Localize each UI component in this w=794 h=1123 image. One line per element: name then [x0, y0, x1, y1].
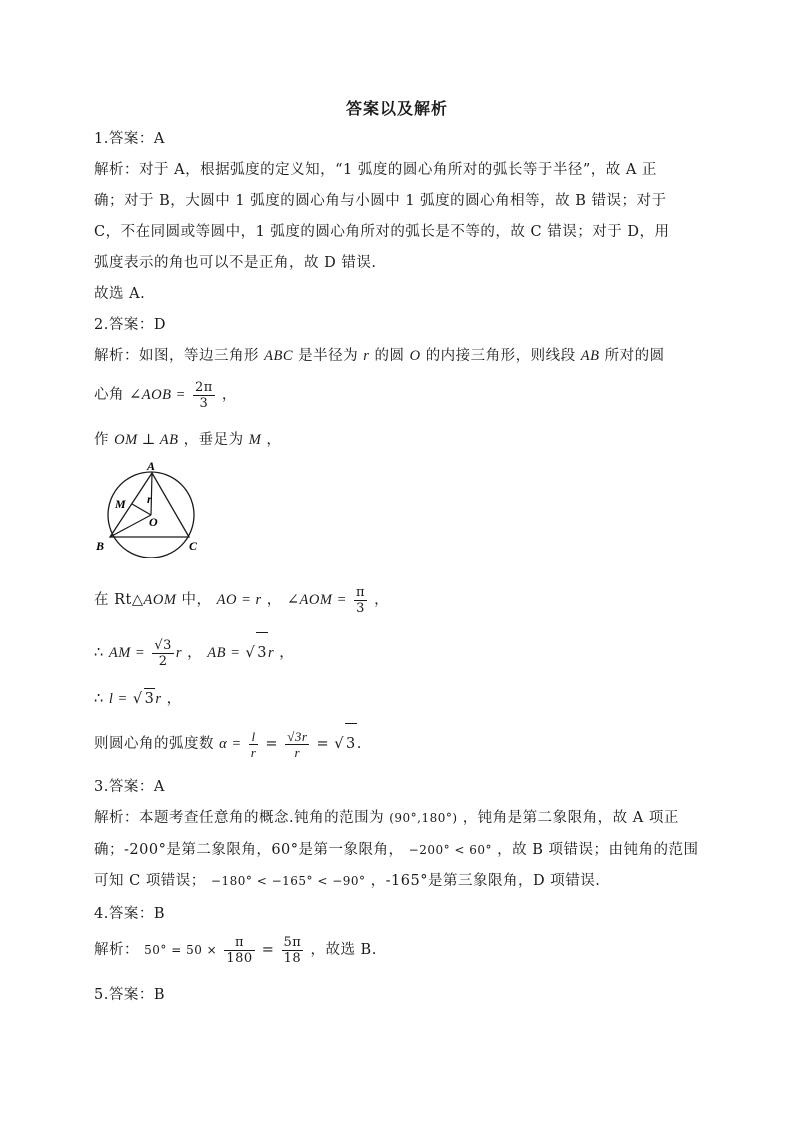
q3-explanation-line-3: 可知 C 项错误； −180° < −165° < −90° ，-165°是第三象限角，D 项错误.	[94, 873, 601, 889]
q1-explanation-line-1: 解析：对于 A，根据弧度的定义知，“1 弧度的圆心角所对的弧长等于半径”，故 A 正	[94, 162, 657, 178]
q2-explanation-line-3: 作 OM ⊥ AB ，垂足为 M ，	[94, 432, 282, 448]
q4-answer: 4.答案：B	[94, 906, 165, 922]
q4-explanation: 解析： 50° = 50 × $\frac{\pi}{180}$ = $\frac{5\pi}{18}$ ，故选 B.	[94, 934, 377, 966]
q3-explanation-line-2: 确；-200°是第二象限角，60°是第一象限角， −200° < 60° ，故 B 项错误；由钝角的范围	[94, 842, 699, 858]
label-r: r	[147, 492, 152, 506]
fraction-sqrt3-2: $\frac{√3}{2}$	[154, 637, 172, 669]
label-c: C	[189, 539, 198, 553]
fraction-5pi-18: $\frac{5\pi}{18}$	[283, 934, 302, 966]
q1-explanation-line-4: 弧度表示的角也可以不是正角，故 D 错误.	[94, 255, 377, 271]
label-o: O	[149, 515, 158, 529]
q3-explanation-line-1: 解析：本题考查任意角的概念.钝角的范围为 (90°,180°) ，钝角是第二象限角，故 A 项正	[94, 810, 679, 826]
q5-answer: 5.答案：B	[94, 987, 165, 1003]
q2-explanation-line-6: ∴ l = √ 3r ，	[94, 688, 704, 709]
fraction-l-r: $\frac{l}{r}$	[250, 728, 257, 760]
fraction-pi-180: $\frac{\pi}{180}$	[226, 934, 253, 966]
label-a: A	[147, 459, 156, 473]
q1-explanation-line-2: 确；对于 B，大圆中 1 弧度的圆心角与小圆中 1 弧度的圆心角相等，故 B 错误；对于	[94, 193, 667, 209]
label-b: B	[96, 539, 105, 553]
q3-answer: 3.答案：A	[94, 779, 165, 795]
q2-explanation-line-7: 则圆心角的弧度数 α = $\frac{l}{r}$ = $\frac{√3r}{r}$ = √ 3.	[94, 723, 704, 764]
q2-explanation-line-4: 在 Rt△AOM 中， AO = r ， ∠AOM = $\frac{\pi}{3}$ ，	[94, 584, 390, 616]
q1-explanation-line-3: C，不在同圆或等圆中，1 弧度的圆心角所对的弧长是不等的，故 C 错误；对于 D，用	[94, 224, 670, 240]
fraction-sqrt3r-r: $\frac{√3r}{r}$	[287, 728, 308, 760]
q2-explanation-line-2: 心角 ∠AOB = $\frac{2\pi}{3}$ ，	[94, 379, 237, 411]
circle-triangle-figure	[92, 458, 212, 558]
q2-explanation-line-5: ∴ AM = $\frac{√3}{2}$ r ， AB = √ 3r ，	[94, 632, 704, 673]
q2-answer: 2.答案：D	[94, 317, 166, 333]
page-title: 答案以及解析	[345, 99, 448, 118]
q1-answer: 1.答案：A	[94, 131, 165, 147]
label-m: M	[115, 497, 126, 511]
fraction-2pi-3: $\frac{2\pi}{3}$	[194, 379, 213, 411]
q2-explanation-line-1: 解析：如图，等边三角形 ABC 是半径为 r 的圆 O 的内接三角形，则线段 AB 所对的圆	[94, 348, 665, 364]
q1-choice: 故选 A.	[94, 286, 146, 302]
segment-bo	[110, 515, 151, 537]
fraction-pi-3: $\frac{\pi}{3}$	[355, 584, 366, 616]
